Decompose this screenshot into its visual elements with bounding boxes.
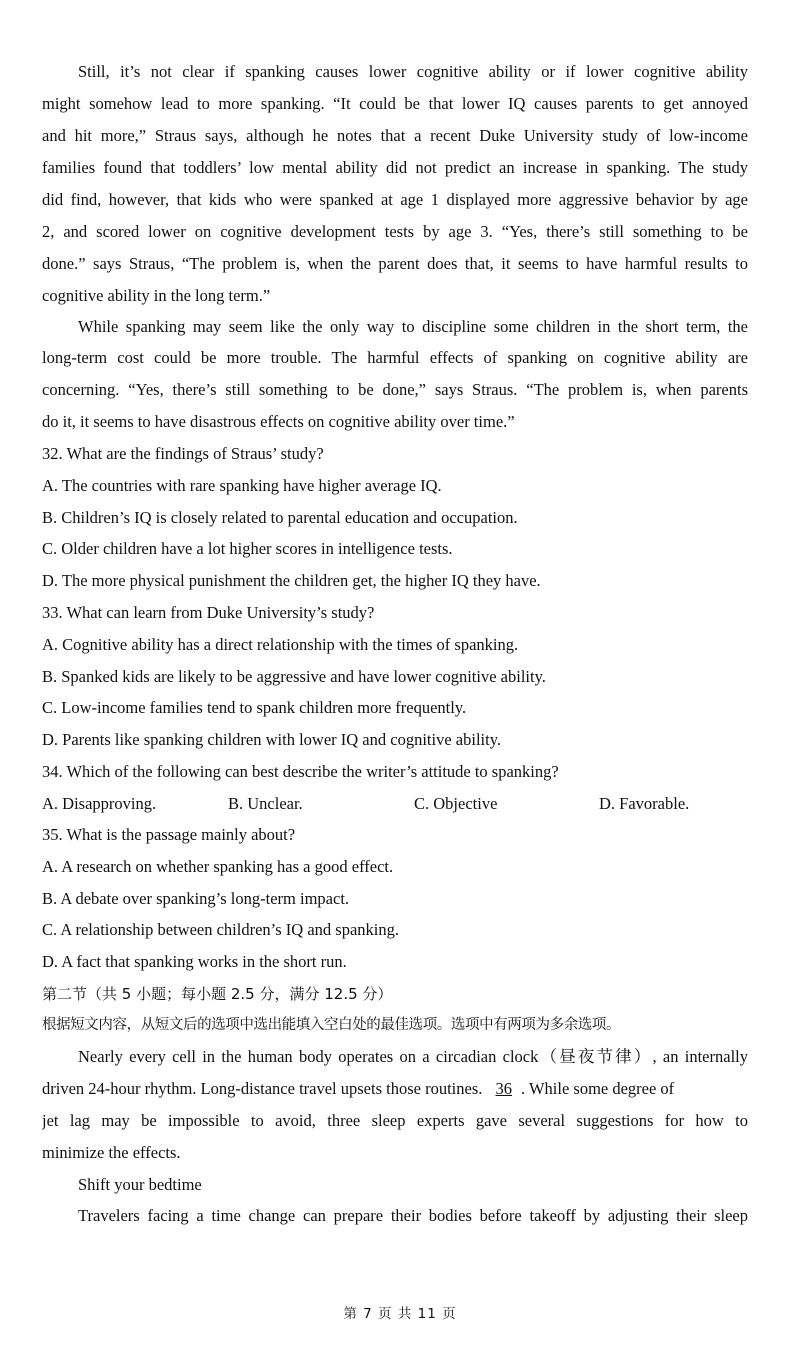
blank-36: 36 — [495, 1079, 512, 1098]
para1-line: might somehow lead to more spanking. “It could be that lower IQ causes parents to get annoyed — [42, 94, 748, 113]
section-instruction: 根据短文内容，从短文后的选项中选出能填入空白处的最佳选项。选项中有两项为多余选项。 — [42, 1017, 621, 1033]
passage2-line: jet lag may be impossible to avoid, three sleep experts gave several suggestions for how to — [42, 1111, 748, 1130]
passage2-text: . While some degree of — [521, 1079, 675, 1098]
q35-option-a: A. A research on whether spanking has a good effect. — [42, 857, 394, 876]
q34-option-d: D. Favorable. — [599, 794, 690, 813]
para2-line: long-term cost could be more trouble. The harmful effects of spanking on cognitive ability are — [42, 348, 748, 367]
para1-line: done.” says Straus, “The problem is, when the parent does that, it seems to have harmful results to — [42, 254, 748, 273]
passage2-line: Travelers facing a time change can prepare their bodies before takeoff by adjusting their sleep — [78, 1206, 748, 1225]
q33-option-a: A. Cognitive ability has a direct relationship with the times of spanking. — [42, 635, 519, 654]
para1-line: Still, it’s not clear if spanking causes lower cognitive ability or if lower cognitive ability — [78, 62, 748, 81]
passage2-text: driven 24-hour rhythm. Long-distance travel upsets those routines. — [42, 1079, 483, 1098]
para1-line: families found that toddlers’ low mental ability did not predict an increase in spanking. The study — [42, 158, 748, 177]
para1-line: did find, however, that kids who were spanked at age 1 displayed more aggressive behavior by age — [42, 190, 748, 209]
q35-option-b: B. A debate over spanking’s long-term impact. — [42, 889, 350, 908]
q33-option-b: B. Spanked kids are likely to be aggressive and have lower cognitive ability. — [42, 667, 546, 686]
q32-option-a: A. The countries with rare spanking have higher average IQ. — [42, 476, 442, 495]
para1-line: cognitive ability in the long term.” — [42, 286, 271, 305]
question-34: 34. Which of the following can best describe the writer’s attitude to spanking? — [42, 762, 559, 781]
para1-line: and hit more,” Straus says, although he notes that a recent Duke University study of low-income — [42, 126, 748, 145]
passage2-line: Nearly every cell in the human body operates on a circadian clock（昼夜节律）, an internally — [78, 1047, 748, 1066]
q35-option-c: C. A relationship between children’s IQ and spanking. — [42, 920, 399, 939]
q34-option-c: C. Objective — [414, 794, 498, 813]
question-32: 32. What are the findings of Straus’ study? — [42, 444, 324, 463]
q35-option-d: D. A fact that spanking works in the short run. — [42, 952, 347, 971]
q32-option-b: B. Children’s IQ is closely related to parental education and occupation. — [42, 508, 518, 527]
para1-line: 2, and scored lower on cognitive development tests by age 3. “Yes, there’s still something to be — [42, 222, 748, 241]
para2-line: do it, it seems to have disastrous effects on cognitive ability over time.” — [42, 412, 515, 431]
q33-option-d: D. Parents like spanking children with lower IQ and cognitive ability. — [42, 730, 501, 749]
para2-line: While spanking may seem like the only way to discipline some children in the short term, the — [78, 317, 748, 336]
q34-option-a: A. Disapproving. — [42, 794, 157, 813]
q34-option-b: B. Unclear. — [228, 794, 303, 813]
question-33: 33. What can learn from Duke University’s study? — [42, 603, 375, 622]
page-number: 第 7 页 共 11 页 — [343, 1306, 457, 1322]
section-heading: 第二节（共 5 小题；每小题 2.5 分，满分 12.5 分） — [42, 985, 393, 1003]
subheading-shift-bedtime: Shift your bedtime — [78, 1175, 202, 1194]
q33-option-c: C. Low-income families tend to spank children more frequently. — [42, 698, 467, 717]
q34-options-row — [42, 788, 748, 820]
question-35: 35. What is the passage mainly about? — [42, 825, 296, 844]
q32-option-c: C. Older children have a lot higher scores in intelligence tests. — [42, 539, 453, 558]
passage2-line-with-blank — [42, 1073, 748, 1105]
q32-option-d: D. The more physical punishment the children get, the higher IQ they have. — [42, 571, 541, 590]
para2-line: concerning. “Yes, there’s still something to be done,” says Straus. “The problem is, when parents — [42, 380, 748, 399]
passage2-line: minimize the effects. — [42, 1143, 181, 1162]
